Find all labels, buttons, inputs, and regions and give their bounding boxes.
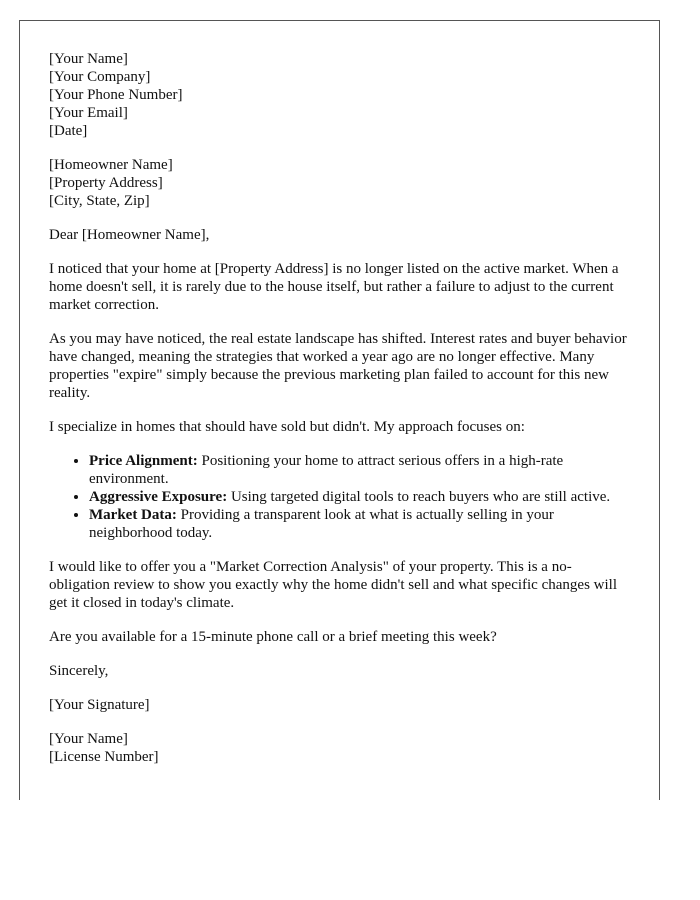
list-item-term: Aggressive Exposure:	[89, 489, 228, 505]
signature: [Your Signature]	[49, 697, 150, 713]
recipient-city: [City, State, Zip]	[49, 193, 150, 209]
list-item-term: Market Data:	[89, 507, 177, 523]
salutation: Dear [Homeowner Name],	[49, 227, 210, 243]
list-item	[89, 488, 632, 506]
closing-paragraph-2: Are you available for a 15-minute phone call or a brief meeting this week?	[49, 629, 497, 645]
recipient-address: [Property Address]	[49, 175, 163, 191]
sender-email: [Your Email]	[49, 105, 128, 121]
list-item	[89, 506, 632, 542]
body-paragraph-3: I specialize in homes that should have sold but didn't. My approach focuses on:	[49, 419, 525, 435]
footer-block	[49, 730, 632, 766]
license-number: [License Number]	[49, 749, 159, 765]
body-paragraph-1: I noticed that your home at [Property Address] is no longer listed on the active market. When a home doesn't sell, it is rarely due to the house itself, but rather a failure to adjust to the current market correction.	[49, 261, 619, 313]
body-paragraph-2: As you may have noticed, the real estate landscape has shifted. Interest rates and buyer behavior have changed, meaning the strategies that worked a year ago are no longer effective. Many properties "expire" simply because the previous marketing plan failed to account for this new reality.	[49, 331, 627, 401]
recipient-name: [Homeowner Name]	[49, 157, 173, 173]
approach-list	[49, 452, 632, 542]
list-item-term: Price Alignment:	[89, 453, 198, 469]
letter-date: [Date]	[49, 123, 88, 139]
footer-name: [Your Name]	[49, 731, 128, 747]
recipient-block	[49, 156, 632, 210]
letter-page	[19, 20, 660, 800]
signoff: Sincerely,	[49, 663, 109, 679]
list-item	[89, 452, 632, 488]
sender-name: [Your Name]	[49, 51, 128, 67]
sender-company: [Your Company]	[49, 69, 151, 85]
sender-phone: [Your Phone Number]	[49, 87, 183, 103]
list-item-text: Providing a transparent look at what is actually selling in your neighborhood today.	[89, 507, 554, 541]
list-item-text: Using targeted digital tools to reach buyers who are still active.	[227, 489, 611, 505]
closing-paragraph-1: I would like to offer you a "Market Correction Analysis" of your property. This is a no-obligation review to show you exactly why the home didn't sell and what specific changes will get it closed in today's climate.	[49, 559, 617, 611]
sender-block	[49, 50, 632, 140]
list-item-text: Positioning your home to attract serious offers in a high-rate environment.	[89, 453, 564, 487]
